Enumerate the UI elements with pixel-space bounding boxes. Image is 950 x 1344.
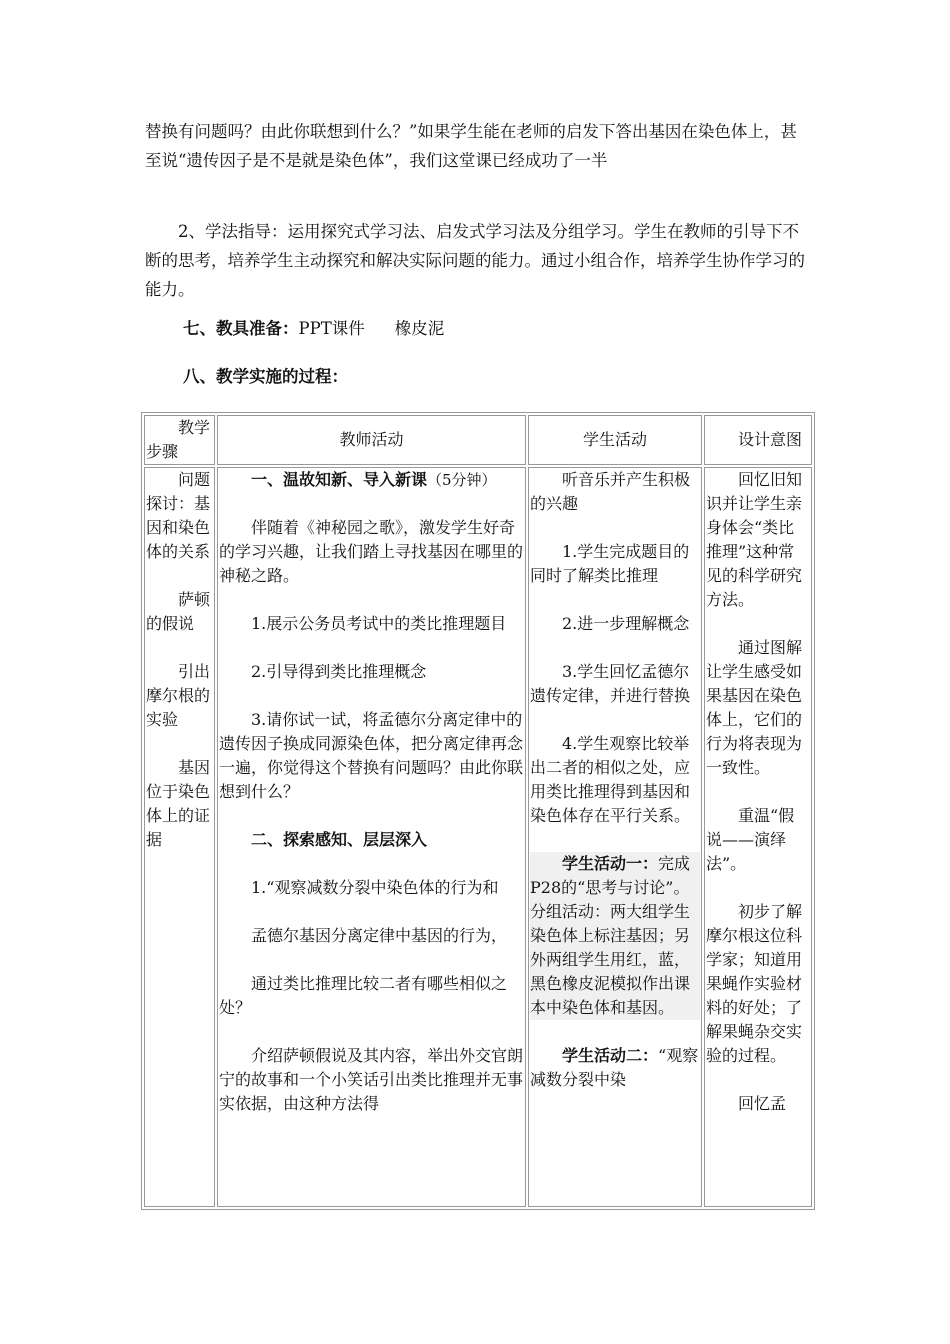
teacher-paragraph: 3.请你试一试，将孟德尔分离定律中的遗传因子换成同源染色体，把分离定律再念一遍，你觉得这个替换有问题吗？由此你联想到什么？ (219, 710, 524, 801)
section-8-heading (183, 364, 348, 390)
design-paragraph: 初步了解摩尔根这位科学家；知道用果蝇作实验材料的好处；了解果蝇杂交实验的过程。 (706, 902, 803, 1065)
steps-cell (144, 467, 215, 1207)
step-item: 引出摩尔根的实验 (146, 662, 211, 729)
teacher-paragraph: 孟德尔基因分离定律中基因的行为， (251, 926, 508, 945)
section-7-heading (183, 316, 444, 342)
teacher-paragraph: 1.展示公务员考试中的类比推理题目 (251, 614, 507, 633)
tool-item: 橡皮泥 (394, 319, 445, 338)
teacher-paragraph: 1.“观察减数分裂中染色体的行为和 (251, 878, 499, 897)
design-paragraph: 通过图解让学生感受如果基因在染色体上，它们的行为将表现为一致性。 (706, 638, 803, 777)
design-paragraph: 回忆孟 (738, 1094, 787, 1113)
step-item: 基因位于染色体上的证据 (146, 758, 211, 849)
student-activity-2 (530, 1044, 700, 1092)
intro-paragraph: 替换有问题吗？由此你联想到什么？”如果学生能在老师的启发下答出基因在染色体上，甚至说“遗传因子是不是就是染色体”，我们这堂课已经成功了一半 (145, 122, 797, 170)
teacher-paragraph: 介绍萨顿假说及其内容，举出外交官朗宁的故事和一个小笑话引出类比推理并无事实依据，由这种方法得 (219, 1046, 524, 1113)
method-paragraph: 2、学法指导：运用探究式学习法、启发式学习法及分组学习。学生在教师的引导下不断的思考，培养学生主动探究和解决实际问题的能力。通过小组合作，培养学生协作学习的能力。 (145, 222, 805, 299)
student-paragraph: 4.学生观察比较举出二者的相似之处，应用类比推理得到基因和染色体存在平行关系。 (530, 734, 691, 825)
student-paragraph: 2.进一步理解概念 (562, 614, 690, 633)
teacher-part-1-time: （5分钟） (427, 471, 497, 489)
step-item: 萨顿的假说 (146, 590, 211, 633)
header-design: 设计意图 (704, 415, 812, 465)
header-step: 教学步骤 (144, 415, 215, 465)
section-7-label: 七、教具准备： (183, 319, 299, 338)
student-activity-1 (530, 852, 700, 1020)
teacher-part-1-heading (219, 468, 524, 492)
table-row (144, 467, 812, 1207)
student-paragraph: 听音乐并产生积极的兴趣 (530, 470, 691, 513)
student-activity-1-label: 学生活动一： (562, 854, 659, 873)
student-activity-2-label: 学生活动二： (562, 1046, 659, 1065)
design-paragraph: 重温“假说——演绎法”。 (706, 806, 795, 873)
student-paragraph: 1.学生完成题目的同时了解类比推理 (530, 542, 690, 585)
teacher-paragraph: 2.引导得到类比推理概念 (251, 662, 427, 681)
student-activity-cell (528, 467, 702, 1207)
teacher-paragraph: 伴随着《神秘园之歌》，激发学生好奇的学习兴趣，让我们踏上寻找基因在哪里的神秘之路。 (219, 518, 524, 585)
design-intent-cell (704, 467, 812, 1207)
student-activity-1-text: 完成P28的“思考与讨论”。分组活动：两大组学生染色体上标注基因；另外两组学生用红，蓝，黑色橡皮泥模拟作出课本中染色体和基因。 (530, 854, 691, 1017)
table-header-row (144, 415, 812, 465)
teacher-part-1-title: 一、温故知新、导入新课 (251, 470, 428, 489)
teacher-part-2-title: 二、探索感知、层层深入 (251, 830, 428, 849)
header-student: 学生活动 (528, 415, 702, 465)
tool-item: PPT课件 (298, 319, 365, 338)
student-activity-2-text: “观察减数分裂中染 (530, 1046, 699, 1089)
section-8-label: 八、教学实施的过程： (183, 367, 348, 386)
teaching-process-table (141, 412, 815, 1210)
header-teacher: 教师活动 (217, 415, 526, 465)
step-item: 问题探讨：基因和染色体的关系 (146, 470, 211, 561)
design-paragraph: 回忆旧知识并让学生亲身体会“类比推理”这种常见的科学研究方法。 (706, 470, 803, 609)
teacher-paragraph: 通过类比推理比较二者有哪些相似之处？ (219, 974, 508, 1017)
teacher-activity-cell (217, 467, 526, 1207)
student-paragraph: 3.学生回忆孟德尔遗传定律，并进行替换 (530, 662, 691, 705)
